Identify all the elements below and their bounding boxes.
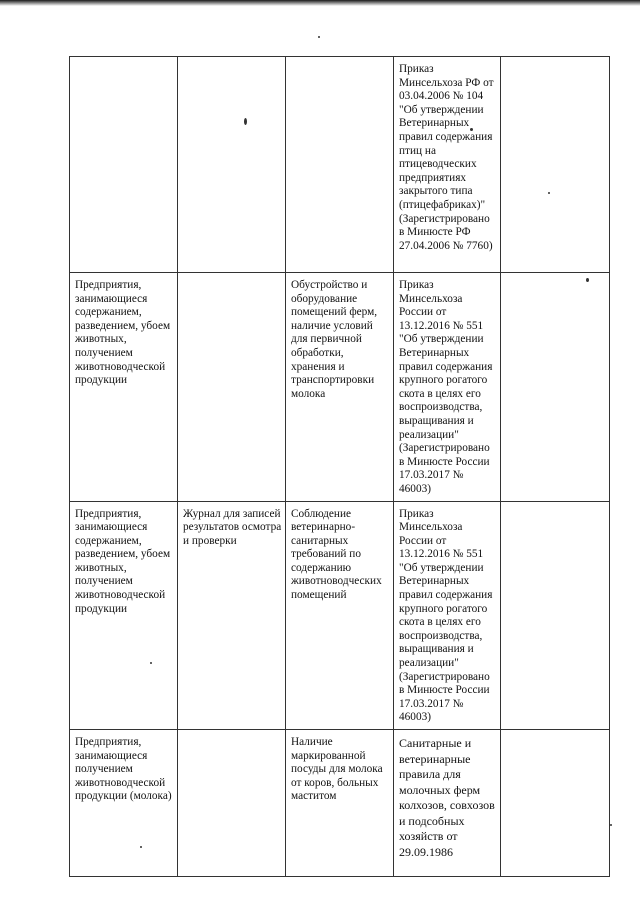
scan-speck <box>610 824 612 826</box>
cell-text: Обустройство и оборудование помещений ферм, наличие условий для первичной обработки, хранения и транспортировки молока <box>291 279 378 400</box>
cell-text: Приказ Минсельхоза России от 13.12.2016 № 551 "Об утверждении Ветеринарных правил содержания крупного рогатого скота в целях его воспроизводства, выращивания и реализации" (Зарегистрировано в Минюсте России 17.03.2017 № 46003) <box>399 279 493 495</box>
table-row <box>70 730 610 877</box>
cell-document <box>178 730 286 877</box>
scan-speck <box>244 118 247 125</box>
cell-requirement <box>286 273 394 502</box>
cell-requirement <box>286 501 394 730</box>
scan-speck <box>470 128 473 131</box>
cell-legal-act <box>394 273 501 502</box>
cell-text: Предприятия, занимающиеся содержанием, разведением, убоем животных, получением животноводческой продукции <box>75 279 171 387</box>
cell-legal-act <box>394 501 501 730</box>
cell-enterprise <box>70 730 178 877</box>
cell-legal-act <box>394 730 501 877</box>
table-row <box>70 57 610 273</box>
cell-enterprise <box>70 273 178 502</box>
cell-text: Предприятия, занимающиеся содержанием, разведением, убоем животных, получением животноводческой продукции <box>75 507 171 615</box>
cell-requirement <box>286 730 394 877</box>
cell-text: Наличие маркированной посуды для молока от коров, больных маститом <box>291 736 383 803</box>
cell-document <box>178 57 286 273</box>
cell-empty <box>501 730 610 877</box>
scan-speck <box>140 846 142 848</box>
cell-text: Соблюдение ветеринарно-санитарных требований по содержанию животноводческих помещений <box>291 507 382 602</box>
regulation-table <box>69 56 610 877</box>
scan-speck <box>548 192 550 194</box>
table-row <box>70 501 610 730</box>
cell-empty <box>501 273 610 502</box>
cell-document <box>178 273 286 502</box>
table-row <box>70 273 610 502</box>
cell-text: Санитарные и ветеринарные правила для молочных ферм колхозов, совхозов и подсобных хозяйств от 29.09.1986 <box>399 736 495 859</box>
cell-enterprise <box>70 57 178 273</box>
cell-text: Предприятия, занимающиеся получением животноводческой продукции (молока) <box>75 736 172 803</box>
cell-requirement <box>286 57 394 273</box>
scan-speck <box>150 662 152 664</box>
cell-text: Приказ Минсельхоза России от 13.12.2016 № 551 "Об утверждении Ветеринарных правил содержания крупного рогатого скота в целях его воспроизводства, выращивания и реализации" (Зарегистрировано в Минюсте России 17.03.2017 № 46003) <box>399 507 493 724</box>
cell-document <box>178 501 286 730</box>
cell-empty <box>501 501 610 730</box>
cell-enterprise <box>70 501 178 730</box>
scan-speck <box>318 36 320 38</box>
scan-speck <box>586 278 589 282</box>
cell-legal-act <box>394 57 501 273</box>
cell-empty <box>501 57 610 273</box>
cell-text: Приказ Минсельхоза РФ от 03.04.2006 № 104 "Об утверждении Ветеринарных правил содержания птиц на птицеводческих предприятиях закрытого типа (птицефабриках)" (Зарегистрировано в Минюсте РФ 27.04.2006 № 7760) <box>399 63 494 252</box>
cell-text: Журнал для записей результатов осмотра и проверки <box>183 507 282 547</box>
scan-edge-shadow <box>0 0 640 6</box>
